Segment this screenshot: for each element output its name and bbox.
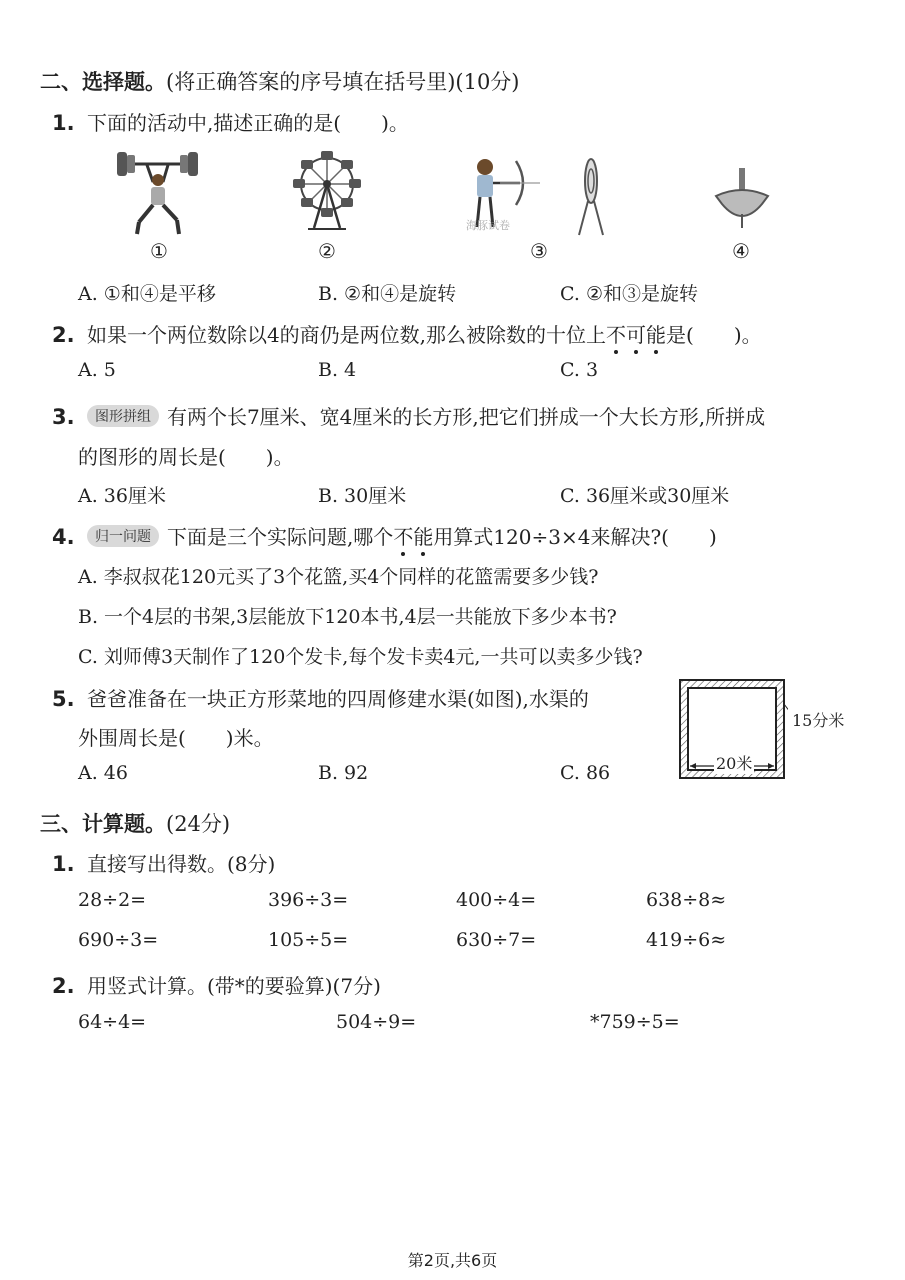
calc-item: 630÷7=: [456, 929, 537, 951]
page-number: 第2页,共6页: [407, 1251, 498, 1270]
question-number: 1.: [52, 111, 75, 135]
question-3-line-2: 的图形的周长是( )。: [78, 445, 294, 469]
section-2-note: (将正确答案的序号填在括号里)(10分): [166, 70, 520, 94]
option-c: C. 86: [560, 762, 611, 784]
weightlifter-icon: [115, 148, 200, 240]
option-b: B. 92: [318, 762, 369, 784]
question-text-end: 用算式120÷3×4来解决?( ): [433, 525, 717, 549]
image-label: ②: [318, 239, 336, 263]
topic-tag: 图形拼组: [87, 405, 159, 427]
question-number: 5.: [52, 687, 75, 711]
question-text: 如果一个两位数除以4的商仍是两位数,那么被除数的十位上: [86, 323, 607, 347]
question-text: 下面的活动中,描述正确的是( )。: [86, 111, 409, 135]
option-b: B. ②和④是旋转: [318, 283, 457, 305]
calc-item: *759÷5=: [590, 1011, 680, 1033]
question-5-line-2: 外围周长是( )米。: [78, 726, 274, 750]
side-length-label: 20米: [714, 751, 754, 774]
option-c: C. ②和③是旋转: [560, 283, 698, 305]
calc-item: 419÷6≈: [646, 929, 727, 951]
emphasis-char: 不: [393, 525, 414, 549]
calc-item: 64÷4=: [78, 1011, 147, 1033]
calc-item: 638÷8≈: [646, 889, 727, 911]
option-c: C. 刘师傅3天制作了120个发卡,每个发卡卖4元,一共可以卖多少钱?: [78, 646, 643, 668]
question-4: [52, 521, 717, 550]
option-a: A. 李叔叔花120元买了3个花篮,买4个同样的花篮需要多少钱?: [78, 566, 599, 588]
watermark: 海豚试卷: [466, 219, 510, 232]
question-text-end: 是( )。: [666, 323, 762, 347]
emphasis-char: 可: [626, 323, 647, 347]
question-number: 4.: [52, 525, 75, 549]
option-b: B. 30厘米: [318, 485, 407, 507]
image-label: ③: [530, 239, 548, 263]
option-a: A. 36厘米: [78, 485, 166, 507]
question-number: 2.: [52, 323, 75, 347]
question-text: 用竖式计算。(带*的要验算)(7分): [86, 974, 381, 998]
section-2-title: 二、选择题。: [40, 70, 166, 94]
section-3-note: (24分): [166, 812, 231, 836]
option-a: A. ①和④是平移: [78, 283, 216, 305]
question-2: [52, 319, 762, 348]
image-label: ④: [732, 239, 750, 263]
question-text: 直接写出得数。(8分): [86, 852, 276, 876]
emphasis-char: 不: [606, 323, 627, 347]
option-c: C. 36厘米或30厘米: [560, 485, 730, 507]
question-5: [52, 683, 589, 712]
option-c: C. 3: [560, 359, 599, 381]
section-2-header: [40, 66, 520, 96]
topic-tag: 归一问题: [87, 525, 159, 547]
question-text: 下面是三个实际问题,哪个: [166, 525, 394, 549]
question-1: [52, 107, 409, 136]
calc-item: 28÷2=: [78, 889, 147, 911]
calc-item: 690÷3=: [78, 929, 159, 951]
calc-item: 400÷4=: [456, 889, 537, 911]
image-label: ①: [150, 239, 168, 263]
spinning-top-icon: [712, 166, 772, 230]
option-a: A. 46: [78, 762, 128, 784]
emphasis-char: 能: [646, 323, 667, 347]
calc-item: 105÷5=: [268, 929, 349, 951]
ferris-wheel-icon: [288, 150, 366, 232]
section-3-header: [40, 808, 230, 838]
calc-item: 504÷9=: [336, 1011, 417, 1033]
canal-width-label: 15分米: [792, 711, 845, 730]
calc-item: 396÷3=: [268, 889, 349, 911]
question-3: [52, 401, 765, 430]
calc-question-1: [52, 848, 275, 877]
question-number: 1.: [52, 852, 75, 876]
option-b: B. 一个4层的书架,3层能放下120本书,4层一共能放下多少本书?: [78, 606, 617, 628]
emphasis-char: 能: [413, 525, 434, 549]
question-number: 3.: [52, 405, 75, 429]
option-a: A. 5: [78, 359, 116, 381]
question-text: 爸爸准备在一块正方形菜地的四周修建水渠(如图),水渠的: [86, 687, 589, 711]
option-b: B. 4: [318, 359, 357, 381]
question-text: 有两个长7厘米、宽4厘米的长方形,把它们拼成一个大长方形,所拼成: [166, 405, 766, 429]
section-3-title: 三、计算题。: [40, 812, 166, 836]
question-number: 2.: [52, 974, 75, 998]
calc-question-2: [52, 970, 381, 999]
